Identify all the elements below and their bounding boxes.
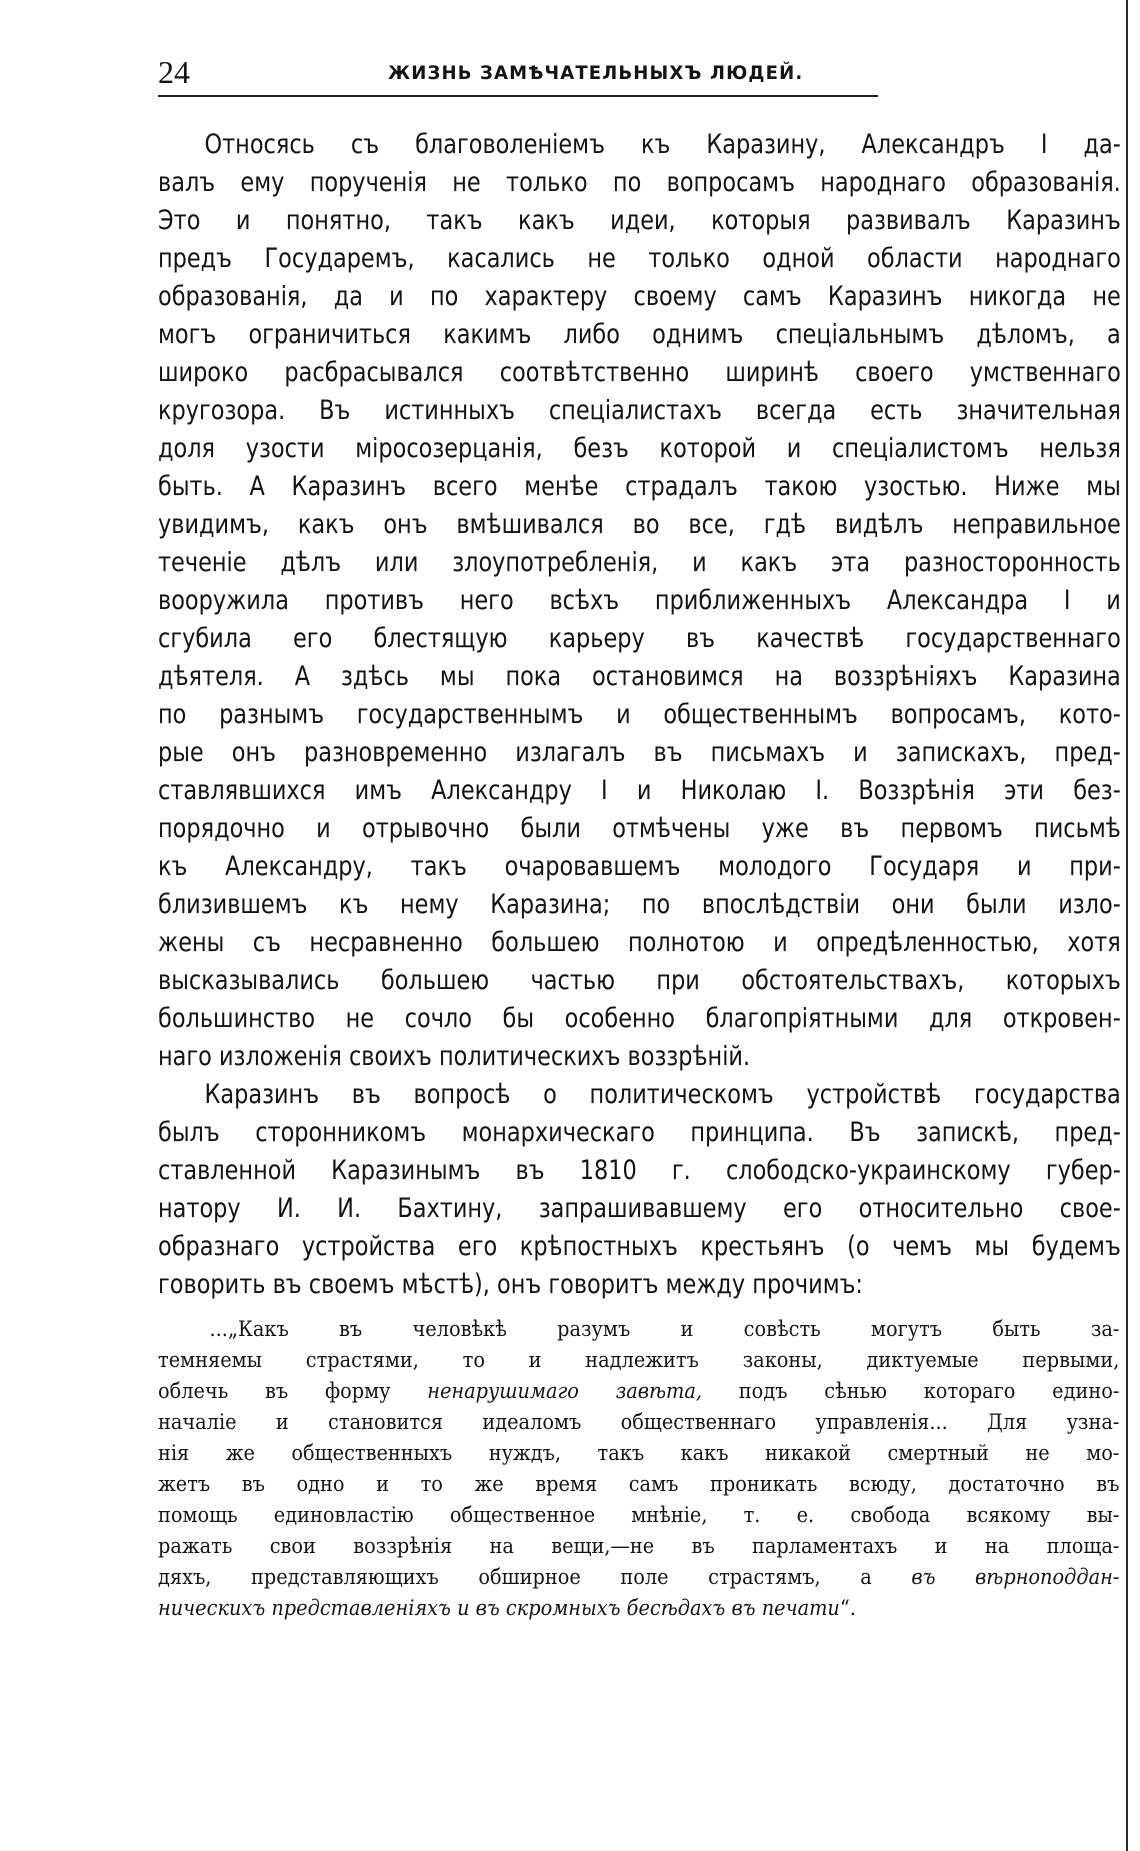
block-quote [158, 1314, 1120, 1624]
text-line: быть. А Каразинъ всего менѣе страдалъ такою узостью. Ниже мы [158, 471, 1121, 502]
quote-emphasis: ническихъ представленіяхъ и въ скромныхъ бесѣдахъ въ печати [158, 1596, 840, 1620]
text-line: ставлявшихся имъ Александру I и Николаю I. Воззрѣнія эти без- [158, 775, 1121, 806]
text-line: Каразинъ въ вопросѣ о политическомъ устройствѣ государства [204, 1079, 1121, 1110]
quote-text: облечь въ форму [158, 1379, 428, 1403]
quote-line: жетъ въ одно и то же время самъ проникать всюду, достаточно въ [158, 1472, 1120, 1496]
text-line: былъ сторонникомъ монархическаго принципа. Въ запискѣ, пред- [158, 1117, 1121, 1148]
quote-emphasis: ненарушимаго завѣта, [427, 1379, 703, 1403]
quote-line: началіе и становится идеаломъ общественнаго управленія... Для узна- [158, 1410, 1120, 1434]
text-line: увидимъ, какъ онъ вмѣшивался во все, гдѣ видѣлъ неправильное [158, 509, 1121, 540]
running-head [158, 52, 1120, 98]
body-text [158, 126, 1120, 1624]
page-edge-line [1126, 0, 1128, 1851]
quote-line: ражать свои воззрѣнія на вещи,—не въ парламентахъ и на площа- [158, 1534, 1120, 1558]
text-line: рые онъ разновременно излагалъ въ письмахъ и запискахъ, пред- [158, 737, 1121, 768]
text-line: говорить въ своемъ мѣстѣ), онъ говоритъ между прочимъ: [158, 1269, 863, 1300]
text-line: къ Александру, такъ очаровавшемъ молодого Государя и при- [158, 851, 1121, 882]
text-line: валъ ему порученія не только по вопросамъ народнаго образованія. [158, 167, 1121, 198]
quote-line: помощь единовластію общественное мнѣніе, т. е. свобода всякому вы- [158, 1503, 1120, 1527]
text-line: порядочно и отрывочно были отмѣчены уже въ первомъ письмѣ [158, 813, 1121, 844]
paragraph-monarchy [158, 1076, 1120, 1304]
quote-line [158, 1562, 1119, 1593]
text-line: образнаго устройства его крѣпостныхъ крестьянъ (о чемъ мы будемъ [158, 1231, 1121, 1262]
text-line: дѣятеля. А здѣсь мы пока остановимся на воззрѣніяхъ Каразина [158, 661, 1121, 692]
text-line: высказывались большею частью при обстоятельствахъ, которыхъ [158, 965, 1121, 996]
text-line: кругозора. Въ истинныхъ спеціалистахъ всегда есть значительная [158, 395, 1121, 426]
text-line: близившемъ къ нему Каразина; по впослѣдствіи они были изло- [158, 889, 1121, 920]
text-line: сгубила его блестящую карьеру въ качествѣ государственнаго [158, 623, 1121, 654]
text-line: ставленной Каразинымъ въ 1810 г. слободско-украинскому губер- [158, 1155, 1121, 1186]
text-line: жены съ несравненно большею полнотою и опредѣленностью, хотя [158, 927, 1121, 958]
paragraph-karazin-alexander [158, 126, 1120, 1076]
text-line: по разнымъ государственнымъ и общественнымъ вопросамъ, кото- [158, 699, 1121, 730]
header-rule [158, 95, 878, 97]
quote-line [158, 1593, 1119, 1624]
text-line: большинство не сочло бы особенно благопріятными для откровен- [158, 1003, 1121, 1034]
text-line: вооружила противъ него всѣхъ приближенныхъ Александра I и [158, 585, 1121, 616]
text-line: образованія, да и по характеру своему самъ Каразинъ никогда не [158, 281, 1121, 312]
running-title: ЖИЗНЬ ЗАМѢЧАТЕЛЬНЫХЪ ЛЮДЕЙ. [388, 62, 804, 84]
text-line: предъ Государемъ, касались не только одной области народнаго [158, 243, 1121, 274]
page-number: 24 [158, 54, 190, 90]
quote-line: темняемы страстями, то и надлежитъ законы, диктуемые первыми, [158, 1348, 1120, 1372]
text-line: широко расбрасывался соотвѣтственно ширинѣ своего умственнаго [158, 357, 1121, 388]
quote-text: дяхъ, представляющихъ обширное поле страстямъ, а [158, 1565, 912, 1589]
quote-emphasis: въ вѣрноподдан- [911, 1565, 1120, 1589]
quote-line: ...„Какъ въ человѣкѣ разумъ и совѣсть могутъ быть за- [209, 1317, 1120, 1341]
text-line: доля узости міросозерцанія, безъ которой и спеціалистомъ нельзя [158, 433, 1121, 464]
text-line: теченіе дѣлъ или злоупотребленія, и какъ эта разносторонность [158, 547, 1121, 578]
text-line: наго изложенія своихъ политическихъ воззрѣній. [158, 1041, 751, 1072]
quote-text: подъ сѣнью котораго едино- [702, 1379, 1120, 1403]
text-line: натору И. И. Бахтину, запрашивавшему его относительно свое- [158, 1193, 1121, 1224]
text-line: Это и понятно, такъ какъ идеи, которыя развивалъ Каразинъ [158, 205, 1121, 236]
text-line: могъ ограничиться какимъ либо однимъ спеціальнымъ дѣломъ, а [158, 319, 1121, 350]
quote-line: нія же общественныхъ нуждъ, такъ какъ никакой смертный не мо- [158, 1441, 1120, 1465]
quote-text: “. [839, 1596, 856, 1620]
quote-line [158, 1376, 1119, 1407]
text-line: Относясь съ благоволеніемъ къ Каразину, Александръ I да- [204, 129, 1121, 160]
